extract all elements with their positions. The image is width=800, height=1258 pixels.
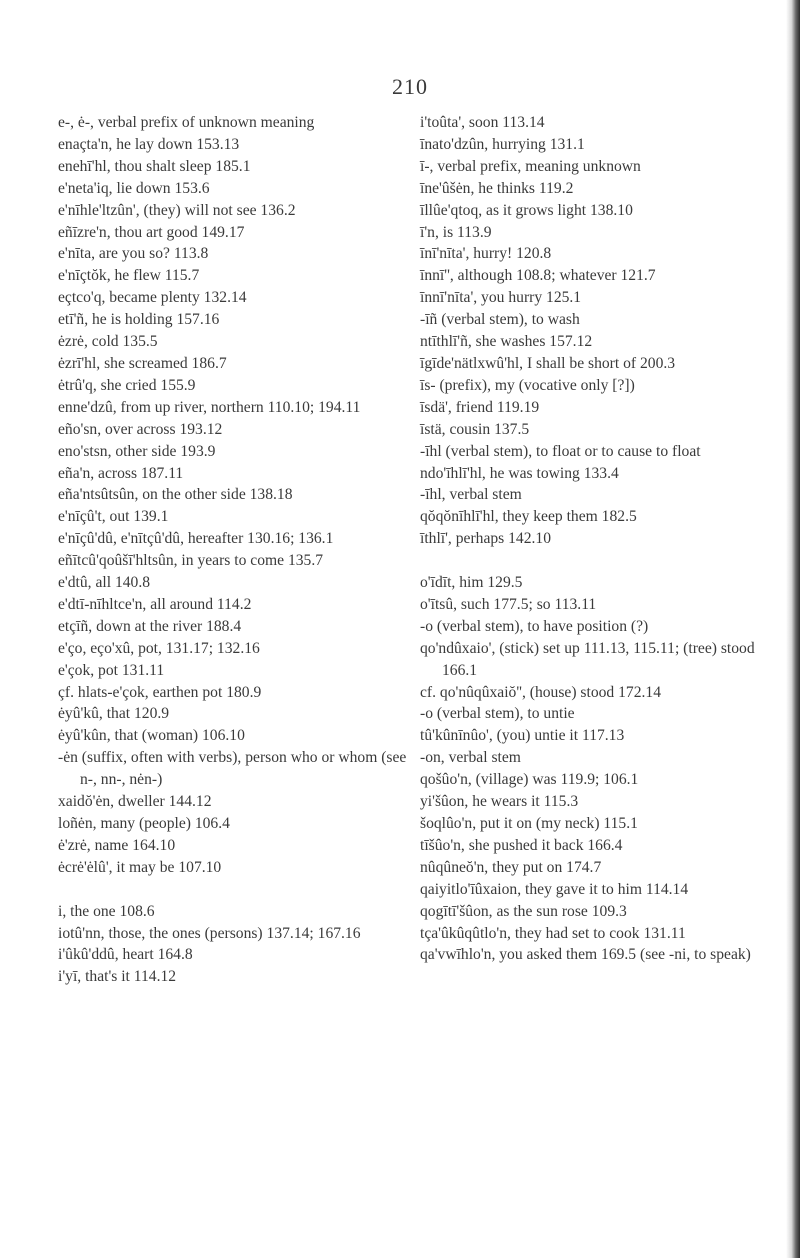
glossary-entry: tça'ûkûqûtlo'n, they had set to cook 131.11 [420, 924, 686, 942]
glossary-entry: īs- (prefix), my (vocative only [?]) [420, 376, 635, 394]
glossary-entry: qošûo'n, (village) was 119.9; 106.1 [420, 771, 639, 789]
section-gap [58, 879, 408, 901]
glossary-entry: īnato'dzûn, hurrying 131.1 [420, 135, 585, 153]
glossary-entry: e'neta'iq, lie down 153.6 [58, 179, 210, 197]
glossary-entry: i'toûta', soon 113.14 [420, 114, 545, 131]
glossary-entry: e'ço, eço'xû, pot, 131.17; 132.16 [58, 639, 260, 657]
glossary-entry: i'ûkû'ddû, heart 164.8 [58, 946, 193, 964]
glossary-entry: enaçta'n, he lay down 153.13 [58, 135, 240, 153]
glossary-entry: īgīde'nätlxwû'hl, I shall be short of 200.3 [420, 354, 676, 372]
glossary-entry: yi'šûon, he wears it 115.3 [420, 793, 579, 811]
glossary-entry: nûqûneŏ'n, they put on 174.7 [420, 858, 602, 876]
glossary-entry: ėtrû'q, she cried 155.9 [58, 376, 196, 394]
glossary-entry: qŏqŏnīhlī'hl, they keep them 182.5 [420, 508, 637, 526]
glossary-entry: -ėn (suffix, often with verbs), person who or whom (see n-, nn-, nėn-) [58, 749, 407, 789]
glossary-entry: šoqlûo'n, put it on (my neck) 115.1 [420, 814, 638, 832]
glossary-entry: ī'n, is 113.9 [420, 223, 492, 241]
glossary-entry: ėzrī'hl, she screamed 186.7 [58, 354, 227, 372]
glossary-entry: ėyû'kû, that 120.9 [58, 705, 170, 723]
page-edge-shadow [786, 0, 800, 1258]
glossary-entry: e'çok, pot 131.11 [58, 661, 165, 679]
left-column [58, 112, 408, 988]
glossary-entry: īllûe'qtoq, as it grows light 138.10 [420, 201, 633, 219]
glossary-entry: iotû'nn, those, the ones (persons) 137.14; 167.16 [58, 924, 361, 942]
glossary-entry: īthlī', perhaps 142.10 [420, 530, 552, 548]
glossary-entry: -o (verbal stem), to have position (?) [420, 617, 649, 635]
glossary-entry: e'dtī-nīhltce'n, all around 114.2 [58, 595, 252, 613]
glossary-entry: īne'ûšėn, he thinks 119.2 [420, 179, 574, 197]
glossary-entry: īnnī'', although 108.8; whatever 121.7 [420, 267, 656, 285]
glossary-entry: ė'zrė, name 164.10 [58, 836, 176, 854]
glossary-entry: qa'vwīhlo'n, you asked them 169.5 (see -ni, to speak) [420, 946, 751, 964]
glossary-entry: e'nīçû't, out 139.1 [58, 508, 169, 526]
glossary-entry: i, the one 108.6 [58, 902, 155, 920]
glossary-entry: çf. hlats-e'çok, earthen pot 180.9 [58, 683, 262, 701]
glossary-entry: qogītī'šûon, as the sun rose 109.3 [420, 902, 627, 920]
glossary-entry: o'ītsû, such 177.5; so 113.11 [420, 595, 597, 613]
glossary-entry: ėcrė'ėlû', it may be 107.10 [58, 858, 222, 876]
glossary-entry: īnnī'nīta', you hurry 125.1 [420, 289, 582, 307]
glossary-entry: xaidŏ'ėn, dweller 144.12 [58, 793, 212, 811]
glossary-entry: e-, ė-, verbal prefix of unknown meaning [58, 114, 315, 131]
glossary-entry: e'nīhle'ltzûn', (they) will not see 136.2 [58, 201, 296, 219]
glossary-entry: etçīñ, down at the river 188.4 [58, 617, 242, 635]
glossary-entry: e'dtû, all 140.8 [58, 574, 151, 592]
glossary-entry: eño'sn, over across 193.12 [58, 420, 223, 438]
glossary-entry: e'nīçtŏk, he flew 115.7 [58, 267, 200, 285]
glossary-entry: eno'stsn, other side 193.9 [58, 442, 216, 460]
glossary-entry: i'yī, that's it 114.12 [58, 968, 177, 986]
glossary-entry: ėyû'kûn, that (woman) 106.10 [58, 727, 245, 745]
page-number: 210 [392, 74, 428, 99]
glossary-entry: ntīthlī'ñ, she washes 157.12 [420, 333, 593, 351]
right-column [420, 112, 770, 966]
glossary-entry: ėzrė, cold 135.5 [58, 333, 158, 351]
glossary-entry: eñīzre'n, thou art good 149.17 [58, 223, 245, 241]
glossary-entry: ndo'īhlī'hl, he was towing 133.4 [420, 464, 619, 482]
glossary-entry: e'nīta, are you so? 113.8 [58, 245, 209, 263]
glossary-entry: e'nīçû'dû, e'nītçû'dû, hereafter 130.16; 136.1 [58, 530, 334, 548]
glossary-entry: -on, verbal stem [420, 749, 521, 767]
glossary-entry: īsdä', friend 119.19 [420, 398, 540, 416]
glossary-entry: etī'ñ, he is holding 157.16 [58, 311, 220, 329]
section-gap [420, 550, 770, 572]
glossary-entry: ī-, verbal prefix, meaning unknown [420, 157, 641, 175]
glossary-entry: tīšûo'n, she pushed it back 166.4 [420, 836, 623, 854]
glossary-entry: eña'n, across 187.11 [58, 464, 184, 482]
glossary-entry: qo'ndûxaio', (stick) set up 111.13, 115.11; (tree) stood 166.1 [420, 639, 755, 679]
glossary-entry: īnī'nīta', hurry! 120.8 [420, 245, 552, 263]
glossary-entry: loñėn, many (people) 106.4 [58, 815, 230, 832]
glossary-entry: -o (verbal stem), to untie [420, 705, 575, 723]
glossary-entry: o'īdīt, him 129.5 [420, 574, 523, 592]
glossary-entry: enehī'hl, thou shalt sleep 185.1 [58, 157, 251, 175]
glossary-entry: qaiyitlo'īûxaion, they gave it to him 114.14 [420, 880, 689, 898]
glossary-entry: eña'ntsûtsûn, on the other side 138.18 [58, 486, 293, 504]
glossary-entry: eçtco'q, became plenty 132.14 [58, 289, 247, 307]
glossary-entry: īstä, cousin 137.5 [420, 420, 530, 438]
glossary-entry: tû'kûnīnûo', (you) untie it 117.13 [420, 727, 625, 745]
glossary-entry: -īñ (verbal stem), to wash [420, 311, 580, 329]
glossary-entry: -īhl, verbal stem [420, 486, 522, 504]
glossary-entry: cf. qo'nûqûxaiŏ'', (house) stood 172.14 [420, 683, 662, 701]
glossary-entry: enne'dzû, from up river, northern 110.10; 194.11 [58, 398, 361, 416]
glossary-entry: -īhl (verbal stem), to float or to cause to float [420, 442, 701, 460]
glossary-entry: eñītcû'qoûšī'hltsûn, in years to come 135.7 [58, 552, 324, 570]
